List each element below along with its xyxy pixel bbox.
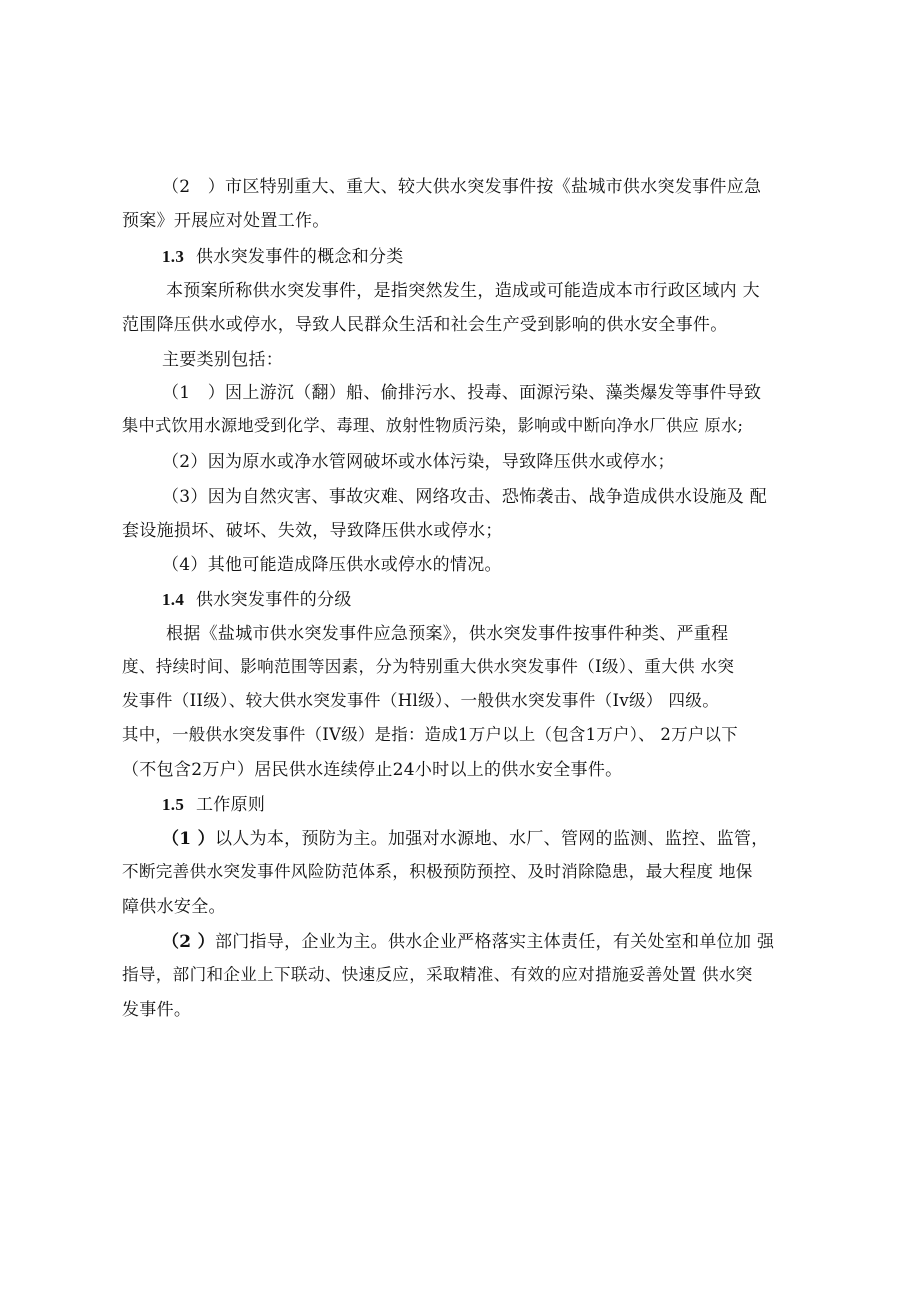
section-number: 1.5: [162, 795, 185, 814]
list-marker: （1 ）: [162, 829, 215, 849]
paragraph-line: （4）其他可能造成降压供水或停水的情况。: [162, 555, 502, 575]
paragraph-line: 其中，一般供水突发事件（IV级）是指：造成1万户以上（包含1万户）、 2万户以下: [122, 725, 738, 744]
paragraph-line: （1 ）因上游沉（翻）船、偷排污水、投毒、面源污染、藻类爆发等事件导致: [162, 383, 762, 403]
paragraph-line: （2 ）市区特别重大、重大、较大供水突发事件按《盐城市供水突发事件应急: [162, 177, 762, 197]
section-title: 工作原则: [196, 795, 266, 815]
paragraph-line: 障供水安全。: [122, 897, 226, 917]
paragraph-line: 预案》开展应对处置工作。: [122, 211, 330, 231]
paragraph-text: 部门指导，企业为主。供水企业严格落实主体责任，有关处室和单位加 强: [214, 932, 775, 952]
paragraph-line: 度、持续时间、影响范围等因素，分为特别重大供水突发事件（I级）、重大供 水突: [122, 657, 735, 676]
list-marker: （2 ）: [162, 932, 215, 952]
section-title: 供水突发事件的分级: [196, 590, 352, 610]
section-number: 1.3: [162, 247, 185, 266]
paragraph-line: （不包含2万户）居民供水连续停止24小时以上的供水安全事件。: [122, 760, 623, 780]
paragraph-line: 范围降压供水或停水，导致人民群众生活和社会生产受到影响的供水安全事件。: [122, 315, 728, 335]
paragraph-line: （2）因为原水或净水管网破坏或水体污染，导致降压供水或停水；: [162, 452, 675, 472]
section-heading: [162, 242, 404, 267]
paragraph-line: 指导，部门和企业上下联动、快速反应，采取精准、有效的应对措施妥善处置 供水突: [122, 965, 753, 984]
paragraph-line: （3）因为自然灾害、事故灾难、网络攻击、恐怖袭击、战争造成供水设施及 配: [162, 487, 768, 507]
paragraph-text: 以人为本，预防为主。加强对水源地、水厂、管网的监测、监控、监管，: [214, 829, 769, 849]
paragraph-line: 本预案所称供水突发事件，是指突然发生，造成或可能造成本市行政区域内 大: [166, 281, 760, 301]
paragraph-line: 主要类别包括：: [162, 350, 284, 370]
paragraph-line: 根据《盐城市供水突发事件应急预案》，供水突发事件按事件种类、严重程: [166, 624, 729, 644]
principle-line: [162, 927, 774, 952]
paragraph-line: 发事件。: [122, 1000, 192, 1020]
paragraph-line: 集中式饮用水源地受到化学、毒理、放射性物质污染，影响或中断向净水厂供应 原水;: [122, 416, 744, 435]
paragraph-line: 发事件（II级）、较大供水突发事件（Hl级）、一般供水突发事件（Iv级） 四级。: [122, 691, 720, 710]
section-number: 1.4: [162, 590, 185, 609]
section-title: 供水突发事件的概念和分类: [196, 247, 404, 267]
paragraph-line: 不断完善供水突发事件风险防范体系，积极预防预控、及时消除隐患，最大程度 地保: [122, 862, 753, 881]
paragraph-line: 套设施损坏、破坏、失效，导致降压供水或停水；: [122, 521, 503, 541]
section-heading: [162, 790, 265, 815]
section-heading: [162, 585, 352, 610]
principle-line: [162, 824, 769, 849]
